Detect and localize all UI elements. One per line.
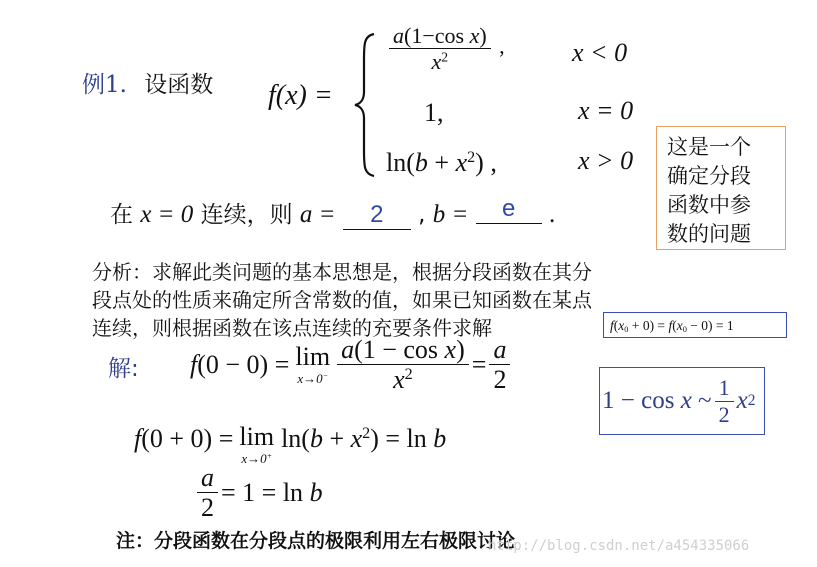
- question-line: 在 x = 0 连续，则 a = 2 , b = e .: [110, 195, 556, 228]
- analysis-paragraph: [92, 258, 592, 342]
- case3-condition: x > 0: [578, 146, 634, 175]
- analysis-line: 段点处的性质来确定所含常数的值，如果已知函数在某点: [92, 288, 592, 312]
- question-condition: x = 0: [140, 201, 194, 228]
- example-title: 设函数: [144, 72, 214, 98]
- case1-numerator: a(1−cos x): [389, 24, 491, 49]
- b-label: b =: [432, 201, 469, 228]
- case2-condition: x = 0: [578, 96, 634, 125]
- case3-expr: $\ln(b + x^2)$ ,: [386, 148, 497, 177]
- equiv-num: 1: [715, 376, 734, 401]
- question-end: .: [549, 201, 556, 228]
- case1-denominator: $x^2$: [431, 49, 449, 75]
- case1-comma: ,: [499, 33, 505, 59]
- solution-eq3: $\frac{a}{2}$ = 1 = ln b: [194, 464, 323, 522]
- continuity-box: $f(x_0 + 0) = f(x_0 - 0) = 1$: [603, 312, 787, 338]
- example-label: [82, 66, 213, 99]
- case1-expr: [386, 24, 505, 73]
- note-line: 这是一个: [667, 135, 751, 159]
- case2-expr: 1,: [424, 98, 444, 127]
- eq3-den: 2: [201, 493, 214, 523]
- footnote: 注：分段函数在分段点的极限利用左右极限讨论: [116, 530, 516, 552]
- solution-label: 解:: [108, 356, 139, 382]
- eq1-lim: lim: [295, 342, 331, 372]
- a-answer-blank: 2: [343, 201, 411, 230]
- a-label: a =: [299, 201, 336, 228]
- piecewise-lhs: f(x) =: [268, 80, 333, 111]
- eq1-equals: =: [471, 349, 487, 379]
- solution-eq1: f(0 − 0) = lim x→0− $\frac{\text{a(1 − cos x)}}{x^2}$ = $\frac{a}{2}$: [190, 336, 513, 394]
- equivalence-box: 1 − cos x ~ $\frac{1}{2}$ x 2: [599, 367, 765, 435]
- question-prefix: 在: [110, 202, 133, 228]
- equiv-den: 2: [718, 401, 730, 427]
- question-middle: 连续，则: [200, 202, 293, 228]
- eq2-lim: lim: [239, 422, 275, 451]
- eq3-num: a: [197, 464, 218, 493]
- note-box: [656, 126, 786, 250]
- note-line: 确定分段: [667, 164, 751, 188]
- eq1-result-den: 2: [493, 365, 507, 395]
- piecewise-brace: [352, 30, 378, 180]
- watermark: http://blog.csdn.net/a454335066: [488, 538, 750, 554]
- b-answer-blank: e: [476, 195, 542, 224]
- example-number: 例1.: [82, 72, 127, 98]
- note-line: 函数中参: [667, 193, 751, 217]
- eq1-result-num: a: [489, 336, 510, 365]
- analysis-line: 分析：求解此类问题的基本思想是，根据分段函数在其分: [92, 260, 592, 284]
- case1-condition: x < 0: [572, 38, 628, 67]
- note-line: 数的问题: [667, 222, 751, 246]
- analysis-line: 连续，则根据函数在该点连续的充要条件求解: [92, 316, 492, 340]
- solution-eq2: f(0 + 0) = lim x→0+ $\ln(b + x^2) = \ln b$: [134, 422, 447, 466]
